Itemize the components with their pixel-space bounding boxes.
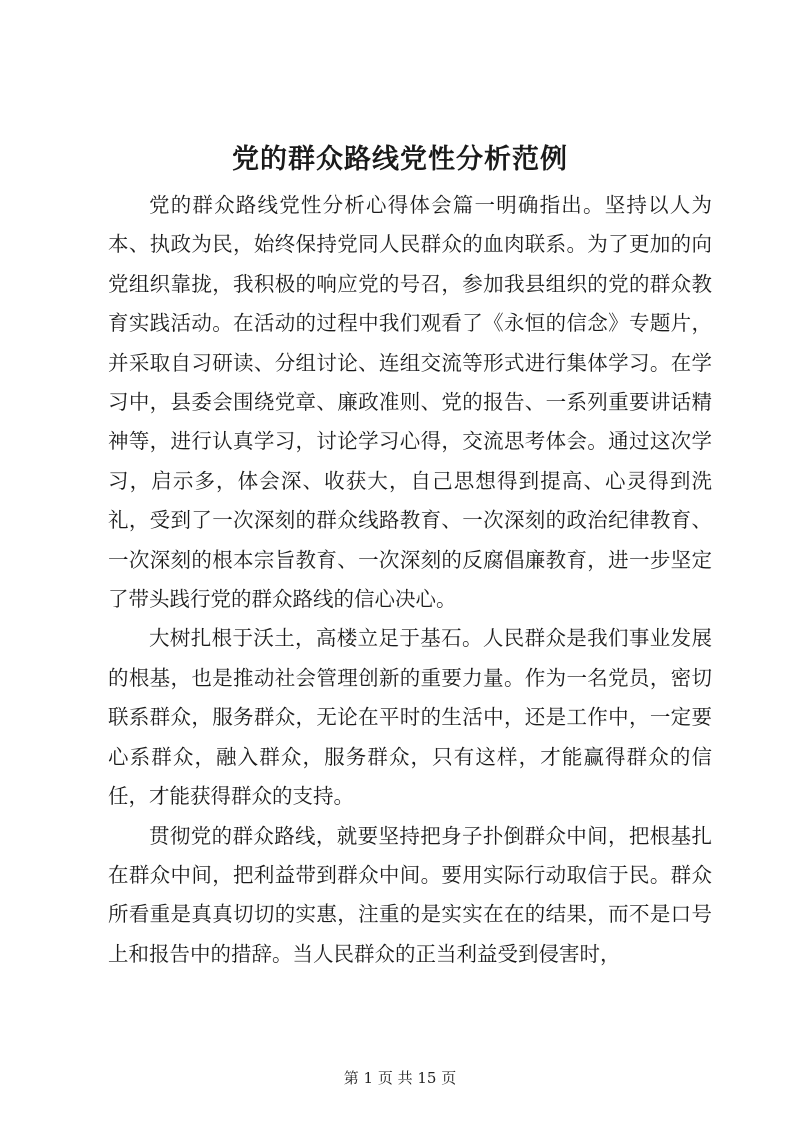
paragraph-2: 大树扎根于沃土，高楼立足于基石。人民群众是我们事业发展的根基，也是推动社会管理创新的重要力量。作为一名党员，密切联系群众，服务群众，无论在平时的生活中，还是工作中，一定要心系群众，融入群众，服务群众，只有这样，才能赢得群众的信任，才能获得群众的支持。 — [108, 626, 712, 809]
page-footer: 第 1 页 共 15 页 — [343, 1069, 457, 1087]
document-body — [108, 186, 712, 974]
paragraph-1: 党的群众路线党性分析心得体会篇一明确指出。坚持以人为本、执政为民，始终保持党同人民群众的血肉联系。为了更加的向党组织靠拢，我积极的响应党的号召，参加我县组织的党的群众教育实践活动。在活动的过程中我们观看了《永恒的信念》专题片，并采取自习研读、分组讨论、连组交流等形式进行集体学习。在学习中，县委会围绕党章、廉政准则、党的报告、一系列重要讲话精神等，进行认真学习，讨论学习心得，交流思考体会。通过这次学习，启示多，体会深、收获大，自己思想得到提高、心灵得到洗礼，受到了一次深刻的群众线路教育、一次深刻的政治纪律教育、一次深刻的根本宗旨教育、一次深刻的反腐倡廉教育，进一步坚定了带头践行党的群众路线的信心决心。 — [108, 193, 712, 612]
document-title: 党的群众路线党性分析范例 — [232, 144, 568, 175]
paragraph-3: 贯彻党的群众路线，就要坚持把身子扑倒群众中间，把根基扎在群众中间，把利益带到群众中间。要用实际行动取信于民。群众所看重是真真切切的实惠，注重的是实实在在的结果，而不是口号上和报告中的措辞。当人民群众的正当利益受到侵害时， — [108, 823, 712, 966]
